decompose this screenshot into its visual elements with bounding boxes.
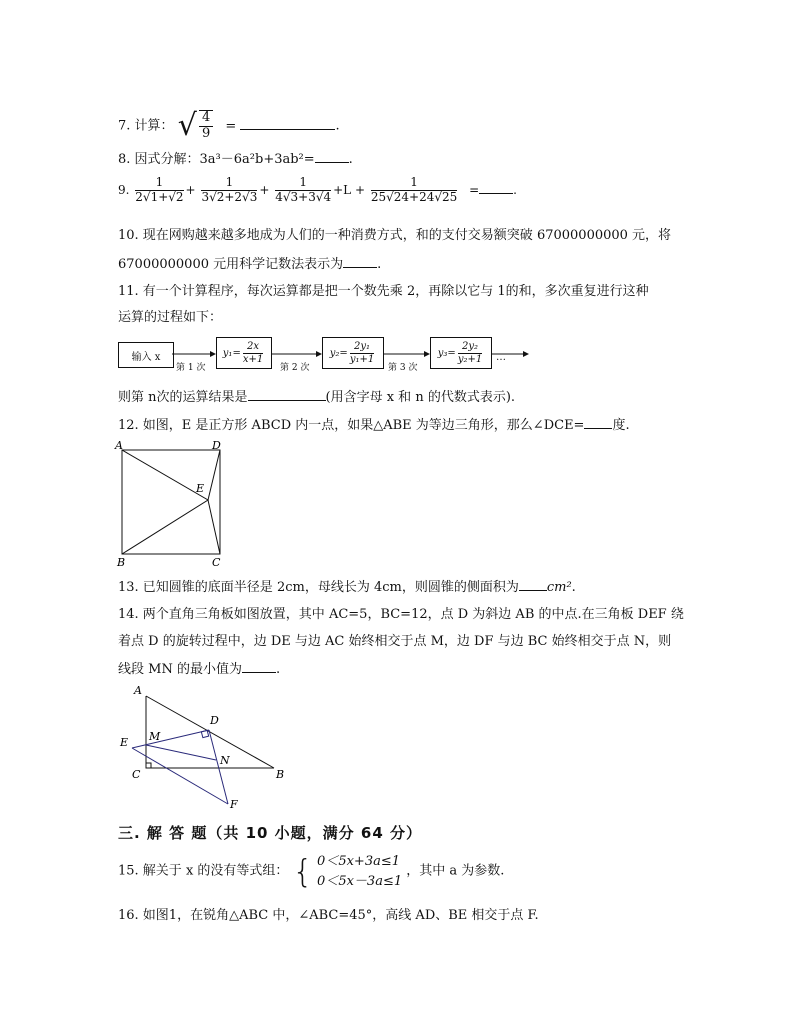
q12-text: 12. 如图，E 是正方形 ABCD 内一点，如果△ABE 为等边三角形，那么∠DCE= bbox=[118, 418, 585, 433]
q8-text: 8. 因式分解：3a³－6a²b+3ab²= bbox=[118, 152, 315, 167]
label-b: B bbox=[117, 556, 126, 569]
q11-line2: 运算的过程如下： bbox=[118, 310, 223, 325]
q7-radicand-den: 9 bbox=[201, 126, 211, 141]
answer-blank[interactable] bbox=[584, 416, 612, 429]
label-b: B bbox=[276, 768, 285, 781]
q7-number: 7. bbox=[118, 118, 131, 134]
step3-label: 第 3 次 bbox=[388, 363, 418, 373]
side-de bbox=[132, 730, 209, 748]
b2-den: y₁+1 bbox=[349, 353, 375, 365]
radical-icon: √ bbox=[177, 108, 197, 143]
q7-period: . bbox=[335, 118, 340, 134]
b2-num: 2y₁ bbox=[350, 341, 374, 354]
q12-end: 度. bbox=[612, 418, 630, 433]
b3-num: 2y₂ bbox=[458, 341, 482, 354]
q9-frac4-den: 25√24+24√25 bbox=[370, 189, 458, 204]
question-9 bbox=[118, 176, 517, 205]
answer-blank[interactable] bbox=[240, 117, 335, 130]
plus-sign: + bbox=[259, 182, 270, 197]
answer-blank[interactable] bbox=[519, 578, 547, 591]
question-7 bbox=[118, 108, 340, 144]
q13-period: . bbox=[571, 580, 576, 595]
q14-line3: 线段 MN 的最小值为 bbox=[118, 662, 242, 677]
sqrt-expression bbox=[178, 108, 216, 144]
label-n: N bbox=[220, 754, 230, 767]
q9-frac3-num: 1 bbox=[275, 176, 331, 191]
triangles-figure bbox=[114, 682, 294, 810]
q11-line3a: 则第 n次的运算结果是 bbox=[118, 390, 248, 405]
plus-dots: +L + bbox=[333, 182, 366, 197]
side-ef bbox=[132, 748, 228, 804]
q10-period: . bbox=[377, 257, 382, 272]
b1-den: x+1 bbox=[242, 353, 264, 365]
q11-line1: 11. 有一个计算程序，每次运算都是把一个数先乘 2，再除以它与 1的和，多次重复进行这种 bbox=[118, 284, 649, 299]
question-12 bbox=[118, 416, 630, 434]
q7-label: 计算： bbox=[134, 118, 174, 134]
q15-prefix: 15. 解关于 x 的没有等式组： bbox=[118, 863, 289, 879]
square-figure bbox=[112, 438, 232, 570]
ellipsis: … bbox=[496, 352, 506, 363]
q14-line2: 着点 D 的旋转过程中，边 DE 与边 AC 始终相交于点 M，边 DF 与边 BC 始终相交于点 N，则 bbox=[118, 634, 672, 649]
q13-unit: cm² bbox=[546, 580, 572, 595]
label-d: D bbox=[212, 439, 221, 452]
q10-line1: 10. 现在网购越来越多地成为人们的一种消费方式，和的支付交易额突破 67000000000 元，将 bbox=[118, 228, 672, 243]
q11-line3b: (用含字母 x 和 n 的代数式表示). bbox=[325, 390, 516, 405]
q9-frac2-num: 1 bbox=[201, 176, 257, 191]
q9-number: 9. bbox=[118, 182, 130, 197]
q9-frac2-den: 3√2+2√3 bbox=[201, 189, 258, 204]
label-e: E bbox=[120, 736, 129, 749]
step2-label: 第 2 次 bbox=[280, 363, 310, 373]
answer-blank[interactable] bbox=[248, 388, 326, 401]
question-11-line3 bbox=[118, 388, 515, 406]
answer-blank[interactable] bbox=[479, 181, 513, 194]
q9-frac3-den: 4√3+3√4 bbox=[275, 189, 332, 204]
triangle-abe bbox=[122, 450, 208, 554]
answer-blank[interactable] bbox=[343, 255, 377, 268]
question-14-line3 bbox=[118, 660, 280, 678]
q8-period: . bbox=[348, 152, 353, 167]
label-f: F bbox=[230, 798, 238, 810]
brace-icon: { bbox=[292, 852, 313, 891]
q15-inequality-2: 0＜5x－3a≤1 bbox=[317, 873, 403, 889]
segment-mn bbox=[146, 745, 216, 760]
b1-lhs: y₁= bbox=[222, 347, 241, 359]
answer-blank[interactable] bbox=[242, 660, 276, 673]
b3-den: y₂+1 bbox=[457, 353, 483, 365]
input-box-label: 输入 x bbox=[131, 351, 161, 363]
q9-frac1-den: 2√1+√2 bbox=[135, 189, 184, 204]
segment-ce bbox=[208, 500, 220, 554]
label-d: D bbox=[210, 714, 219, 727]
step1-label: 第 1 次 bbox=[176, 363, 206, 373]
answer-blank[interactable] bbox=[315, 150, 349, 163]
q7-equals: = bbox=[225, 118, 237, 134]
q15-suffix: ，其中 a 为参数. bbox=[406, 863, 505, 879]
right-angle-c bbox=[146, 763, 151, 768]
q9-period: . bbox=[513, 182, 517, 197]
q10-line2: 67000000000 元用科学记数法表示为 bbox=[118, 257, 344, 272]
label-e: E bbox=[196, 482, 205, 495]
label-a: A bbox=[134, 684, 142, 697]
question-13 bbox=[118, 578, 576, 596]
plus-sign: + bbox=[185, 182, 196, 197]
b1-num: 2x bbox=[243, 341, 263, 354]
q14-period: . bbox=[275, 662, 281, 677]
b2-lhs: y₂= bbox=[329, 347, 348, 359]
label-m: M bbox=[149, 730, 161, 743]
q16-text: 16. 如图1，在锐角△ABC 中，∠ABC=45°，高线 AD、BE 相交于点 F. bbox=[118, 908, 539, 923]
section-3-heading: 三. 解 答 题（共 10 小题，满分 64 分） bbox=[118, 824, 423, 842]
q9-equals: = bbox=[469, 182, 480, 197]
question-10-line2 bbox=[118, 255, 381, 273]
label-c: C bbox=[132, 768, 141, 781]
label-c: C bbox=[212, 556, 221, 569]
q7-radicand-num: 4 bbox=[199, 111, 213, 127]
question-8 bbox=[118, 150, 353, 168]
b3-lhs: y₃= bbox=[437, 347, 456, 359]
q9-frac4-num: 1 bbox=[371, 176, 457, 191]
q14-line1: 14. 两个直角三角板如图放置，其中 AC=5，BC=12，点 D 为斜边 AB 的中点.在三角板 DEF 绕 bbox=[118, 607, 684, 622]
q13-text: 13. 已知圆锥的底面半径是 2cm，母线长为 4cm，则圆锥的侧面积为 bbox=[118, 580, 519, 595]
question-15 bbox=[118, 852, 504, 891]
label-a: A bbox=[115, 439, 123, 452]
side-df bbox=[209, 730, 228, 804]
q15-inequality-1: 0＜5x+3a≤1 bbox=[317, 854, 400, 869]
q9-frac1-num: 1 bbox=[135, 176, 183, 191]
segment-de bbox=[208, 450, 220, 500]
